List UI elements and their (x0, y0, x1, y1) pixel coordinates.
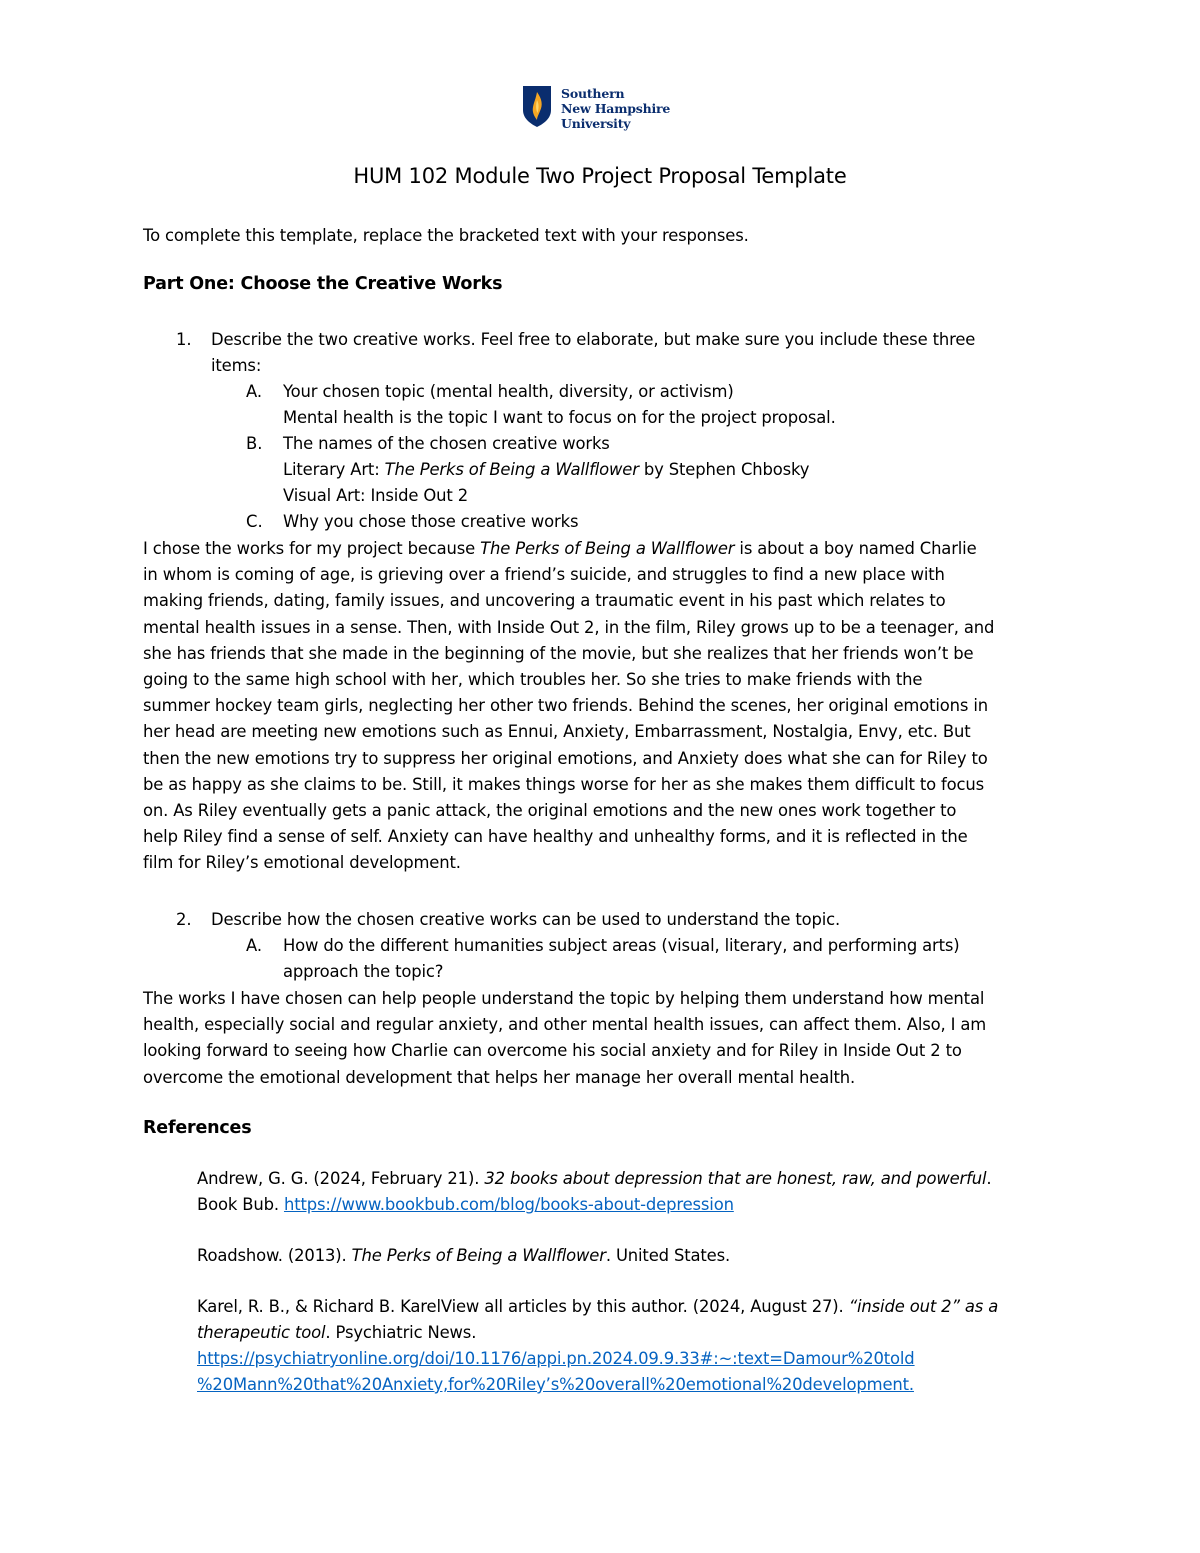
part-one-heading: Part One: Choose the Creative Works (143, 274, 503, 294)
page-title: HUM 102 Module Two Project Proposal Template (353, 164, 847, 188)
logo-wordmark (561, 86, 670, 131)
ref3-link-part-2[interactable]: %20Mann%20that%20Anxiety,for%20Riley’s%20overall%20emotional%20development. (197, 1375, 914, 1394)
ref1-publisher: Book Bub. (197, 1195, 284, 1214)
answer-1-line: she has friends that she made in the beginning of the movie, but she realizes that her friends won’t be (143, 643, 974, 663)
item-b-visual-art: Visual Art: Inside Out 2 (283, 486, 469, 505)
reference-1-line-1 (197, 1166, 991, 1192)
shield-flame-icon (521, 84, 553, 128)
question-1-line-1: Describe the two creative works. Feel free to elaborate, but make sure you include these three (211, 330, 976, 349)
university-logo (521, 84, 670, 131)
q2-item-a-line-1: How do the different humanities subject areas (visual, literary, and performing arts) (283, 936, 960, 955)
logo-line-3: University (561, 116, 631, 131)
ref2-suffix: . United States. (605, 1246, 731, 1265)
answer-2-line: looking forward to seeing how Charlie can overcome his social anxiety and for Riley in Inside Out 2 to (143, 1041, 962, 1061)
answer-2-paragraph (143, 986, 1063, 1091)
item-b-literary-art (283, 457, 809, 483)
literary-art-title: The Perks of Being a Wallflower (384, 460, 639, 479)
ref2-title: The Perks of Being a Wallflower (351, 1246, 606, 1265)
logo-line-2: New Hampshire (561, 101, 671, 116)
answer-1-line: going to the same high school with her, which troubles her. So she tries to make friends with the (143, 670, 923, 690)
item-c-text: Why you chose those creative works (283, 512, 579, 531)
reference-2 (197, 1243, 730, 1269)
reference-1-line-2 (197, 1192, 734, 1218)
q2-item-a-label: A. (246, 936, 263, 955)
reference-3-line-1 (197, 1294, 998, 1320)
answer-2-line: The works I have chosen can help people understand the topic by helping them understand how mental (143, 989, 985, 1008)
item-a-answer: Mental health is the topic I want to focus on for the project proposal. (283, 408, 836, 427)
question-1-line-2: items: (211, 356, 262, 375)
instructions-text: To complete this template, replace the bracketed text with your responses. (143, 226, 749, 245)
ref1-prefix: Andrew, G. G. (2024, February 21). (197, 1169, 485, 1188)
answer-1-line: her head are meeting new emotions such as Ennui, Anxiety, Embarrassment, Nostalgia, Envy, etc. But (143, 722, 971, 742)
answer-1-title: The Perks of Being a Wallflower (480, 539, 735, 558)
item-a-label: A. (246, 382, 263, 401)
answer-1-line: making friends, dating, family issues, and uncovering a traumatic event in his past which relates to (143, 591, 946, 611)
answer-1-line-1b: is about a boy named Charlie (734, 539, 977, 558)
q2-item-a-line-2: approach the topic? (283, 962, 444, 981)
answer-2-line: overcome the emotional development that helps her manage her overall mental health. (143, 1067, 856, 1087)
answer-1-line (143, 536, 1063, 562)
logo-line-1: Southern (561, 86, 625, 101)
reference-3-line-4 (197, 1372, 914, 1398)
item-b-label: B. (246, 434, 263, 453)
ref3-title-part-2: therapeutic tool (197, 1323, 326, 1342)
answer-1-line: then the new emotions try to suppress her original emotions, and Anxiety does what she can for Riley to (143, 748, 988, 768)
item-b-text: The names of the chosen creative works (283, 434, 610, 453)
answer-1-line: on. As Riley eventually gets a panic attack, the original emotions and the new ones work together to (143, 801, 957, 821)
item-a-text: Your chosen topic (mental health, diversity, or activism) (283, 382, 734, 401)
literary-art-prefix: Literary Art: (283, 460, 385, 479)
question-2-number: 2. (176, 910, 192, 929)
ref1-title: 32 books about depression that are honest, raw, and powerful (484, 1169, 987, 1188)
answer-1-line: film for Riley’s emotional development. (143, 853, 461, 873)
ref3-link-part-1[interactable]: https://psychiatryonline.org/doi/10.1176/appi.pn.2024.09.9.33#:~:text=Damour%20told (197, 1349, 915, 1368)
literary-art-suffix: by Stephen Chbosky (638, 460, 810, 479)
item-c-label: C. (246, 512, 263, 531)
answer-2-line: health, especially social and regular anxiety, and other mental health issues, can affect them. Also, I am (143, 1015, 987, 1035)
question-1-number: 1. (176, 330, 192, 349)
reference-3-line-3 (197, 1346, 915, 1372)
answer-1-line: help Riley find a sense of self. Anxiety can have healthy and unhealthy forms, and it is reflected in the (143, 827, 968, 847)
references-heading: References (143, 1118, 252, 1138)
reference-3-line-2 (197, 1320, 476, 1346)
ref3-title-part-1: “inside out 2” as a (848, 1297, 999, 1316)
ref2-prefix: Roadshow. (2013). (197, 1246, 352, 1265)
ref3-suffix: . Psychiatric News. (325, 1323, 477, 1342)
answer-1-line: be as happy as she claims to be. Still, it makes things worse for her as she makes them difficult to focus (143, 774, 985, 794)
ref3-prefix: Karel, R. B., & Richard B. KarelView all articles by this author. (2024, August 27). (197, 1297, 849, 1316)
ref1-suffix: . (986, 1169, 992, 1188)
answer-1-paragraph (143, 536, 1063, 877)
answer-1-line: in whom is coming of age, is grieving over a friend’s suicide, and struggles to find a new place with (143, 565, 945, 585)
ref1-link[interactable]: https://www.bookbub.com/blog/books-about-depression (283, 1195, 734, 1214)
answer-1-line: mental health issues in a sense. Then, with Inside Out 2, in the film, Riley grows up to be a teenager, and (143, 617, 995, 637)
question-2-text: Describe how the chosen creative works can be used to understand the topic. (211, 910, 841, 929)
answer-1-line-1a: I chose the works for my project because (143, 539, 481, 558)
answer-1-line: summer hockey team girls, neglecting her other two friends. Behind the scenes, her original emotions in (143, 696, 989, 716)
